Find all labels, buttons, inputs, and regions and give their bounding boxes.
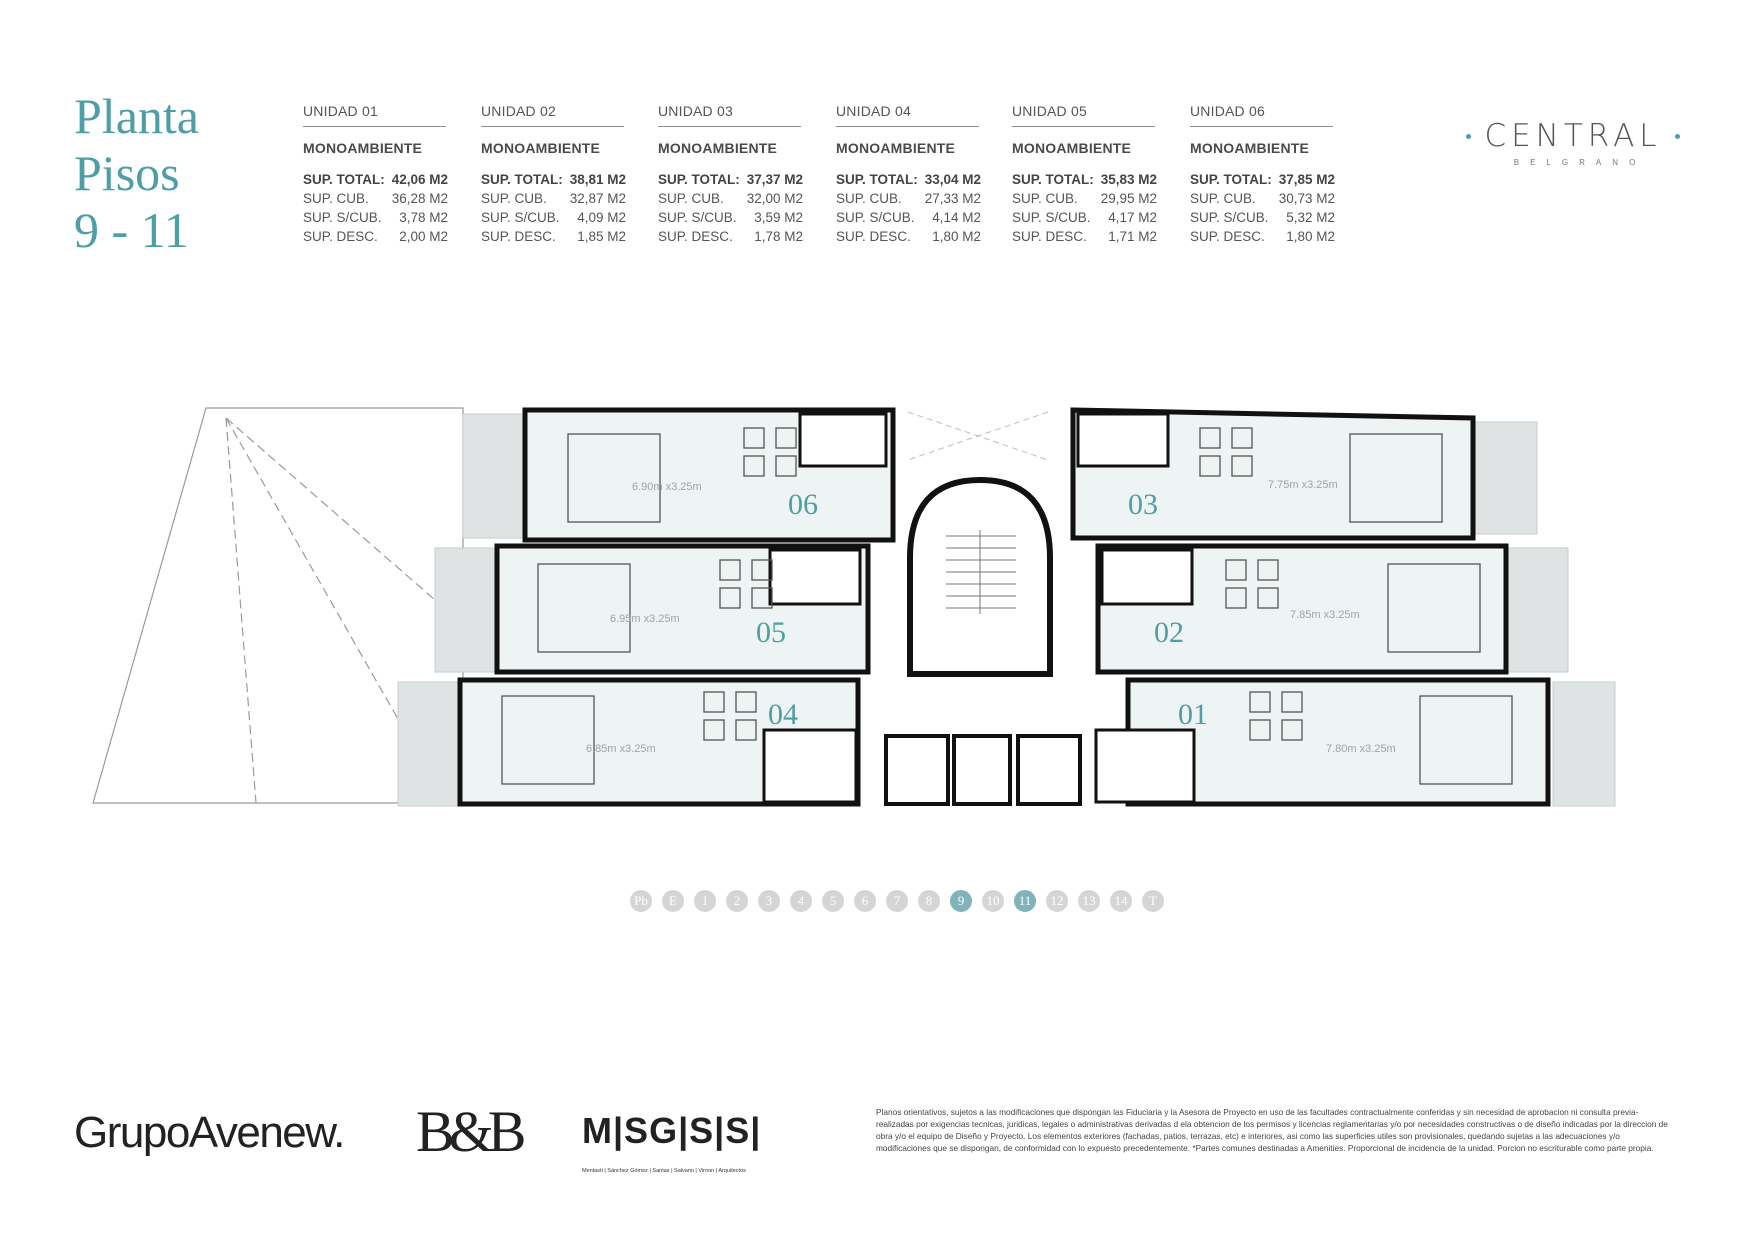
floor-button[interactable]: 14 bbox=[1110, 890, 1132, 912]
value: 36,28 M2 bbox=[391, 191, 448, 206]
value: 1,85 M2 bbox=[577, 229, 626, 244]
brand-name: CENTRAL bbox=[1484, 118, 1662, 154]
terrace-01 bbox=[1553, 682, 1615, 806]
unit-column bbox=[658, 103, 803, 246]
floor-button[interactable]: 1 bbox=[694, 890, 716, 912]
logo-msgss-sub: Mentasti | Sánchez Gómez | Santas | Salvano | Viroon | Arquitectos bbox=[582, 1168, 746, 1174]
unit-desc-row bbox=[303, 227, 448, 246]
unit-name: UNIDAD 03 bbox=[658, 103, 801, 127]
value: 30,73 M2 bbox=[1278, 191, 1335, 206]
terrace-03 bbox=[1475, 422, 1537, 534]
value: 4,09 M2 bbox=[577, 210, 626, 225]
unit-label-03: 03 bbox=[1128, 488, 1158, 521]
elevators bbox=[886, 736, 1080, 804]
floor-button[interactable]: 12 bbox=[1046, 890, 1068, 912]
dims-04: 6.85m x3.25m bbox=[586, 743, 656, 755]
label: SUP. S/CUB. bbox=[836, 210, 915, 225]
patio-dashed-line bbox=[226, 418, 256, 803]
unit-name: UNIDAD 05 bbox=[1012, 103, 1155, 127]
label: SUP. CUB. bbox=[1012, 191, 1078, 206]
label: SUP. TOTAL: bbox=[481, 172, 563, 187]
dims-05: 6.95m x3.25m bbox=[610, 613, 680, 625]
bath-01 bbox=[1096, 730, 1194, 802]
unit-scub-row bbox=[1012, 208, 1157, 227]
unit-label-04: 04 bbox=[768, 698, 798, 731]
unit-type: MONOAMBIENTE bbox=[303, 140, 423, 156]
value: 3,78 M2 bbox=[399, 210, 448, 225]
unit-total-row bbox=[836, 170, 981, 189]
unit-scub-row bbox=[303, 208, 448, 227]
value: 37,85 M2 bbox=[1278, 172, 1335, 187]
floor-button[interactable]: 5 bbox=[822, 890, 844, 912]
label: SUP. TOTAL: bbox=[1190, 172, 1272, 187]
value: 1,71 M2 bbox=[1108, 229, 1157, 244]
value: 4,14 M2 bbox=[932, 210, 981, 225]
label: SUP. TOTAL: bbox=[303, 172, 385, 187]
bath-05 bbox=[770, 550, 860, 604]
label: SUP. CUB. bbox=[481, 191, 547, 206]
unit-total-row bbox=[303, 170, 448, 189]
elevator-1 bbox=[886, 736, 948, 804]
title-line-2: Pisos bbox=[74, 145, 180, 201]
unit-scub-row bbox=[836, 208, 981, 227]
unit-column bbox=[1012, 103, 1157, 246]
label: SUP. DESC. bbox=[303, 229, 378, 244]
value: 33,04 M2 bbox=[924, 172, 981, 187]
patio-diagonal-2 bbox=[226, 418, 458, 620]
unit-type: MONOAMBIENTE bbox=[481, 140, 601, 156]
floor-button[interactable]: 9 bbox=[950, 890, 972, 912]
value: 5,32 M2 bbox=[1286, 210, 1335, 225]
dims-03: 7.75m x3.25m bbox=[1268, 479, 1338, 491]
unit-cub-row bbox=[481, 189, 626, 208]
unit-cub-row bbox=[836, 189, 981, 208]
value: 35,83 M2 bbox=[1100, 172, 1157, 187]
brand-logo bbox=[1438, 118, 1708, 167]
unit-total-row bbox=[1190, 170, 1335, 189]
unit-label-06: 06 bbox=[788, 488, 818, 521]
brand-sub: BELGRANO bbox=[1513, 158, 1647, 167]
core bbox=[886, 412, 1080, 804]
unit-cub-row bbox=[303, 189, 448, 208]
label: SUP. CUB. bbox=[303, 191, 369, 206]
terrace-06 bbox=[463, 414, 525, 538]
dims-02: 7.85m x3.25m bbox=[1290, 609, 1360, 621]
value: 29,95 M2 bbox=[1100, 191, 1157, 206]
label: SUP. DESC. bbox=[658, 229, 733, 244]
value: 3,59 M2 bbox=[754, 210, 803, 225]
label: SUP. DESC. bbox=[836, 229, 911, 244]
unit-name: UNIDAD 02 bbox=[481, 103, 624, 127]
elevator-3 bbox=[1018, 736, 1080, 804]
value: 27,33 M2 bbox=[924, 191, 981, 206]
label: SUP. TOTAL: bbox=[836, 172, 918, 187]
unit-label-05: 05 bbox=[756, 616, 786, 649]
title-line-3: 9 - 11 bbox=[74, 202, 189, 258]
label: SUP. CUB. bbox=[1190, 191, 1256, 206]
unit-column bbox=[1190, 103, 1335, 246]
value: 1,80 M2 bbox=[1286, 229, 1335, 244]
label: SUP. S/CUB. bbox=[1012, 210, 1091, 225]
bath-03 bbox=[1078, 414, 1168, 466]
unit-total-row bbox=[658, 170, 803, 189]
terrace-04 bbox=[398, 682, 460, 806]
unit-label-02: 02 bbox=[1154, 616, 1184, 649]
floor-button[interactable]: 11 bbox=[1014, 890, 1036, 912]
floor-button[interactable]: 7 bbox=[886, 890, 908, 912]
floor-button[interactable]: E bbox=[662, 890, 684, 912]
value: 1,78 M2 bbox=[754, 229, 803, 244]
unit-column bbox=[481, 103, 626, 246]
unit-name: UNIDAD 04 bbox=[836, 103, 979, 127]
brand-dot-right-icon bbox=[1675, 134, 1680, 139]
unit-name: UNIDAD 06 bbox=[1190, 103, 1333, 127]
value: 37,37 M2 bbox=[746, 172, 803, 187]
unit-desc-row bbox=[836, 227, 981, 246]
bath-06 bbox=[800, 414, 886, 466]
floor-button[interactable]: 4 bbox=[790, 890, 812, 912]
value: 2,00 M2 bbox=[399, 229, 448, 244]
unit-cub-row bbox=[1012, 189, 1157, 208]
unit-type: MONOAMBIENTE bbox=[1012, 140, 1132, 156]
label: SUP. S/CUB. bbox=[1190, 210, 1269, 225]
value: 4,17 M2 bbox=[1108, 210, 1157, 225]
brand-dot-left-icon bbox=[1466, 134, 1471, 139]
value: 42,06 M2 bbox=[391, 172, 448, 187]
bath-02 bbox=[1102, 550, 1192, 604]
value: 32,87 M2 bbox=[569, 191, 626, 206]
unit-desc-row bbox=[481, 227, 626, 246]
bath-04 bbox=[764, 730, 856, 802]
label: SUP. S/CUB. bbox=[303, 210, 382, 225]
unit-name: UNIDAD 01 bbox=[303, 103, 446, 127]
label: SUP. TOTAL: bbox=[1012, 172, 1094, 187]
value: 38,81 M2 bbox=[569, 172, 626, 187]
floor-button[interactable]: 3 bbox=[758, 890, 780, 912]
label: SUP. DESC. bbox=[1012, 229, 1087, 244]
floor-button[interactable]: 2 bbox=[726, 890, 748, 912]
page-title bbox=[74, 88, 274, 259]
floor-selector bbox=[630, 890, 1164, 912]
unit-scub-row bbox=[1190, 208, 1335, 227]
unit-type: MONOAMBIENTE bbox=[1190, 140, 1310, 156]
unit-desc-row bbox=[1190, 227, 1335, 246]
unit-cub-row bbox=[1190, 189, 1335, 208]
unit-column bbox=[836, 103, 981, 246]
terrace-05 bbox=[435, 548, 497, 672]
unit-type: MONOAMBIENTE bbox=[658, 140, 778, 156]
elevator-2 bbox=[954, 736, 1010, 804]
floor-button[interactable]: 6 bbox=[854, 890, 876, 912]
label: SUP. DESC. bbox=[1190, 229, 1265, 244]
unit-scub-row bbox=[481, 208, 626, 227]
floor-button[interactable]: 8 bbox=[918, 890, 940, 912]
unit-cub-row bbox=[658, 189, 803, 208]
unit-total-row bbox=[1012, 170, 1157, 189]
core-dashed bbox=[908, 412, 1048, 460]
label: SUP. S/CUB. bbox=[658, 210, 737, 225]
unit-label-01: 01 bbox=[1178, 698, 1208, 731]
logo-grupo-avenew: GrupoAvenew. bbox=[74, 1108, 344, 1157]
label: SUP. CUB. bbox=[658, 191, 724, 206]
floor-button[interactable]: 10 bbox=[982, 890, 1004, 912]
disclaimer: Planos orientativos, sujetos a las modificaciones que dispongan las Fiduciaria y la Asesora de Proyecto en uso de las facultades contractualmente conferidas y sin necesidad de aprobacion ni consulta previa- realizadas por exigencias tecnicas, juridicas, legales o administrativas derivadas d ela obtencion de los permisos y licencias reglamentarias y/o por necesidades constructivas o de diseño indicadas por la direccion de obra y/o el equipo de Diseño y Proyecto. Los elementos exteriores (fachadas, patios, terrazas, etc) e interiores, asi como las superficies utiles son provisionales, quedando sujetas a las adecuaciones y/o modificaciones que se dispongan, de conformidad con lo expuesto precedentemente. *Partes comunes destinadas a Amenities. Proporcional de incidencia de la unidad. Porcion no escriturable como parte propia. bbox=[876, 1107, 1668, 1153]
value: 32,00 M2 bbox=[746, 191, 803, 206]
floor-button[interactable]: T bbox=[1142, 890, 1164, 912]
unit-column bbox=[303, 103, 448, 246]
dims-01: 7.80m x3.25m bbox=[1326, 743, 1396, 755]
label: SUP. CUB. bbox=[836, 191, 902, 206]
floor-button[interactable]: 13 bbox=[1078, 890, 1100, 912]
logo-bb: B&B bbox=[416, 1099, 521, 1164]
dims-06: 6.90m x3.25m bbox=[632, 481, 702, 493]
floor-plan bbox=[88, 400, 1633, 815]
label: SUP. TOTAL: bbox=[658, 172, 740, 187]
floor-button[interactable]: Pb bbox=[630, 890, 652, 912]
unit-desc-row bbox=[658, 227, 803, 246]
unit-desc-row bbox=[1012, 227, 1157, 246]
unit-total-row bbox=[481, 170, 626, 189]
terrace-02 bbox=[1506, 548, 1568, 672]
unit-scub-row bbox=[658, 208, 803, 227]
label: SUP. S/CUB. bbox=[481, 210, 560, 225]
unit-type: MONOAMBIENTE bbox=[836, 140, 956, 156]
label: SUP. DESC. bbox=[481, 229, 556, 244]
value: 1,80 M2 bbox=[932, 229, 981, 244]
title-line-1: Planta bbox=[74, 88, 199, 144]
logo-msgss: M|SG|S|S| bbox=[582, 1110, 762, 1151]
